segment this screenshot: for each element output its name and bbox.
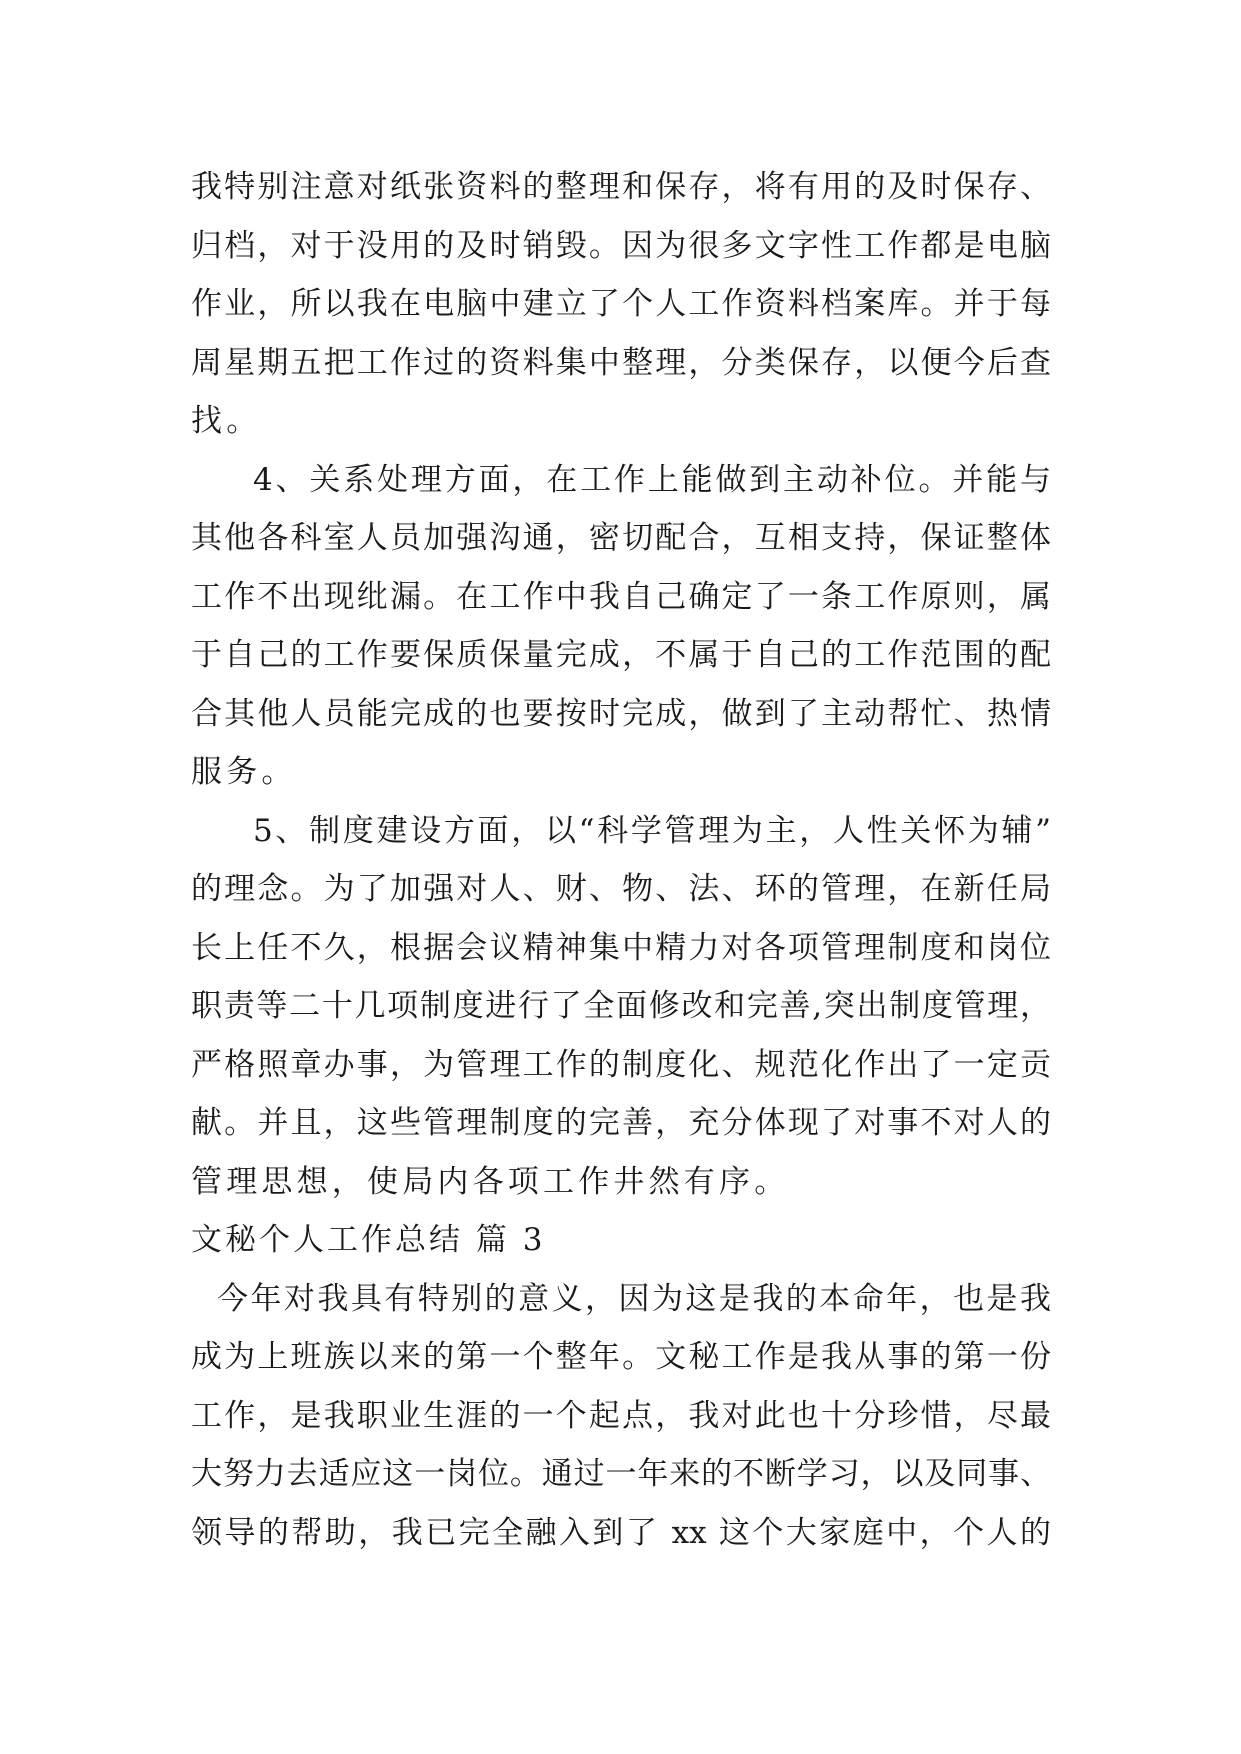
text-line: 成为上班族以来的第一个整年。文秘工作是我从事的第一份 bbox=[191, 1339, 1051, 1375]
text-line: 大努力去适应这一岗位。通过一年来的不断学习，以及同事、 bbox=[191, 1456, 1051, 1492]
text-line: 归档，对于没用的及时销毁。因为很多文字性工作都是电脑 bbox=[191, 227, 1051, 264]
text-line: 周星期五把工作过的资料集中整理，分类保存，以便今后查 bbox=[191, 344, 1051, 381]
text-line: 工作不出现纰漏。在工作中我自己确定了一条工作原则，属 bbox=[191, 578, 1051, 615]
text-line: 于自己的工作要保质保量完成，不属于自己的工作范围的配 bbox=[191, 637, 1051, 673]
text-line: 领导的帮助，我已完全融入到了 xx 这个大家庭中，个人的 bbox=[191, 1514, 1051, 1551]
text-line: 的理念。为了加强对人、财、物、法、环的管理，在新任局 bbox=[191, 871, 1051, 907]
paragraph-start-line: 今年对我具有特别的意义，因为这是我的本命年，也是我 bbox=[217, 1280, 1051, 1317]
text-line: 职责等二十几项制度进行了全面修改和完善,突出制度管理， bbox=[191, 988, 1051, 1024]
paragraph-start-line: 5、制度建设方面，以“科学管理为主，人性关怀为辅” bbox=[253, 812, 1051, 849]
text-line: 长上任不久，根据会议精神集中精力对各项管理制度和岗位 bbox=[191, 929, 1051, 966]
text-line: 严格照章办事，为管理工作的制度化、规范化作出了一定贡 bbox=[191, 1046, 1051, 1083]
paragraph-start-line: 4、关系处理方面，在工作上能做到主动补位。并能与 bbox=[253, 461, 1051, 498]
text-line: 工作，是我职业生涯的一个起点，我对此也十分珍惜，尽最 bbox=[191, 1397, 1051, 1434]
text-line: 合其他人员能完成的也要按时完成，做到了主动帮忙、热情 bbox=[191, 695, 1051, 732]
text-line: 作业，所以我在电脑中建立了个人工作资料档案库。并于每 bbox=[191, 286, 1051, 322]
text-line: 管理思想，使局内各项工作井然有序。 bbox=[191, 1163, 790, 1200]
text-line: 服务。 bbox=[191, 754, 297, 790]
document-body bbox=[191, 158, 1051, 1562]
section-heading: 文秘个人工作总结 篇 3 bbox=[191, 1222, 546, 1258]
text-line: 我特别注意对纸张资料的整理和保存，将有用的及时保存、 bbox=[191, 169, 1051, 205]
text-line: 其他各科室人员加强沟通，密切配合，互相支持，保证整体 bbox=[191, 520, 1051, 556]
text-line: 找。 bbox=[191, 403, 262, 439]
text-line: 献。并且，这些管理制度的完善，充分体现了对事不对人的 bbox=[191, 1105, 1051, 1141]
